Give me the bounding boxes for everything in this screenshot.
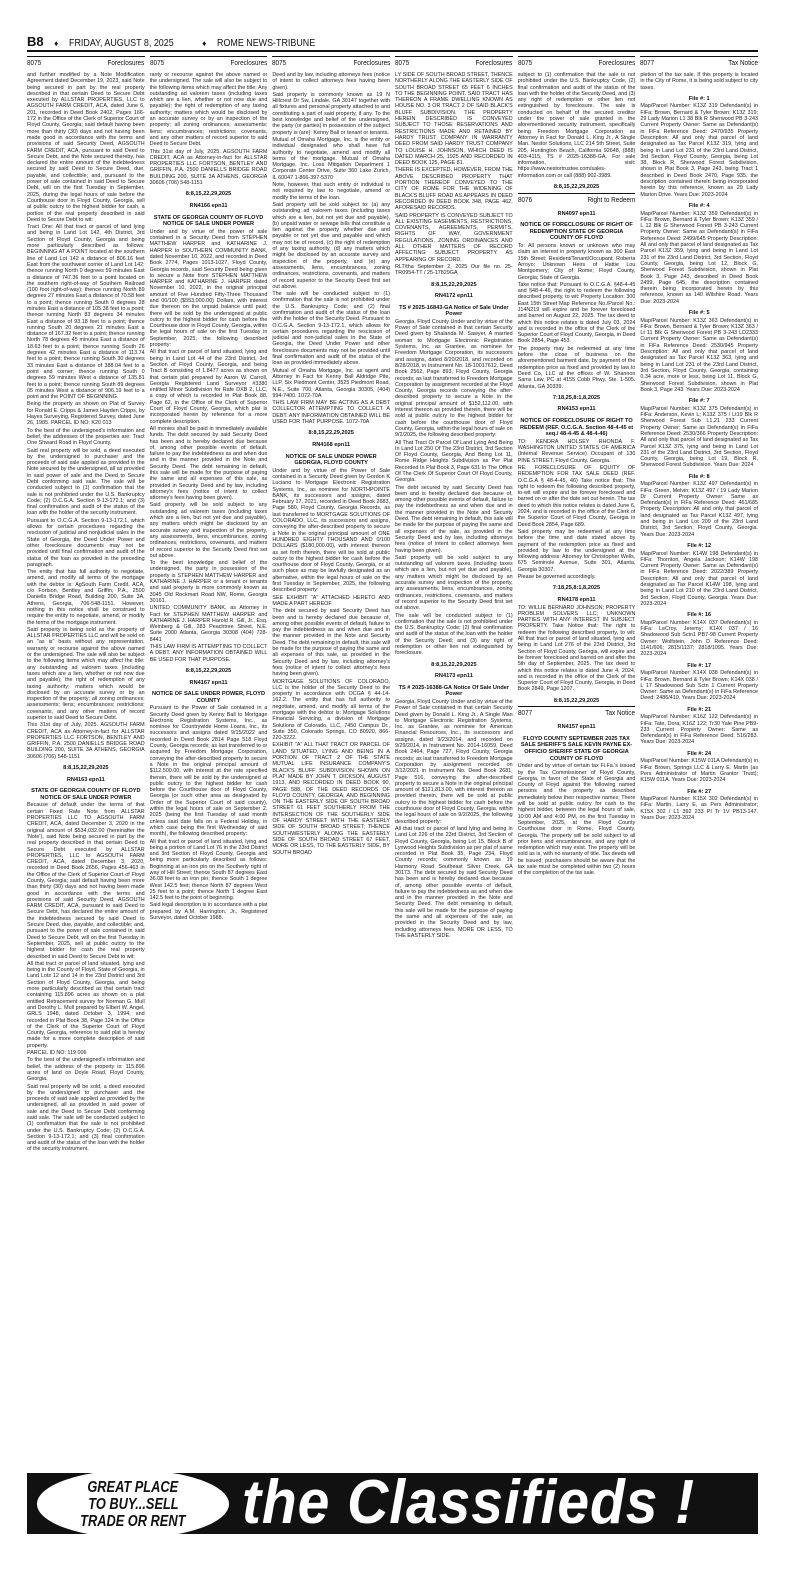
notice-text: LY SIDE OF SOUTH BROAD STREET, THENCE NORTHERLY ALONG THE EASTERLY SIDE OF SOUTH BROAD STREET 65 FEET 6 INCHES TO THE BEGINNING POINT. SAID TRACT HAS THEREON A FRAME DWELLING KNOWN AS HOUSE NO. 3 OR TRACT 2 OF SAID BLACK'S BLUFF SUBDIVISION. THE PROPERTY HEREIN DESCRIBED IS CONVEYED SUBJECT TO THOSE RESERVATIONS AND RESTRICTIONS MADE AND RETAINED BY HARDY TRUST COMPANY IN WARRANTY DEED FROM SAID HARDY TRUST COMPANY TO LOUISE H. JOHNSON, WHICH DEED IS DATED MARCH 25, 1925 AND RECORDED IN DEED BOOK 125, PAGE 81. [395,72,513,167]
section-number: 8075 [27,58,42,67]
notice-text: All that tract or parcel of land situated, lying and being in the County of Floyd, State of Georgia, in Land Lots 12 and 14 in the 23rd District and 3rd Section of Floyd County, Georgia, and being more particularly described as that certain tract containing 115.896 acres as shown on a plat entitled Retracement survey for Norman G. Mull and Dorothy L. Mull prepared by Elbert W. Angel, GRLS 1948, dated October 3, 1994, and recorded in Plat Book 38, Page 124 in the Office of the Clerk of the Superior Court of Floyd County, Georgia, reference to said plat is hereby made for a more complete description of said property. [27,960,145,1049]
notice-text: Said property will be sold subject to any outstanding ad valorem taxes (including taxes which are a lien, but not yet due and payable), any matters which might be disclosed by an accurate survey and inspection of the property, any assessments, liens, encumbrances, zoning ordinances, restrictions, covenants, and matters of record superior to the Security Deed first set out above. [149,502,268,559]
notice-text: TO: KENDRA HOLSEY RHONDA F. WASHINGTON UNITED STATES OF AMERICA (Internal Revenue Service) Occupant of 130 PINE STREET, Floyd County, Georgia. [517,438,636,464]
notice-heading: TS # 2025-16843-GA Notice of Sale Under Power [399,304,509,318]
notice-heading: File #: 24 [687,750,712,757]
notice-heading: 7:18,25,8:1,8,2025 [552,394,601,401]
column-3 [272,54,390,1468]
notice-heading: RN4172 epn11 [434,293,473,300]
notice-text: Map/Parcel Number: K13Z 497 Defendant(s) in FiFa: Green, Melvin; K13Z 497 / 19 Lady Marion Dr Current Property Owner: Same as Defendant(s) in FiFa Reference Deed: 461/685 Property Description: All and only that parcel of land designated as Tax Parcel K13Z 497, lying and being in Land Lot 209 of the 23rd Land District, 3rd Section, Floyd County, Georgia. Years Due: 2023-2024 [640,481,759,538]
notice-text: The property may be redeemed at any time before the close of business on the aforementioned barment date, by payment of the redemption price as fixed and provided by law to Deed Co, LLC at the offices of W. Shannon Sams Law, PC at 4155 Cobb Pkwy, Ste. 1-505, Atlanta, GA 30339. [517,345,636,390]
notice-heading: 8:8,15,22,29,2025 [185,667,232,674]
notice-text: subject to (1) confirmation that the sale is not prohibited under the U.S. Bankruptcy Code, (2) final confirmation and audit of the status of the loan with the holder of the Security Deed, and (3) any right of redemption or other lien not extinguished by foreclosure. The sale is conducted on behalf of the secured creditor under the power of sale granted in the aforementioned security instrument, specifically being Freedom Mortgage Corporation as Attorney in Fact for Donald L. King Jr., A Single Man. Nestor Solutions, LLC 214 5th Street, Suite 205, Huntington Beach, California 92648, (888) 403-4115, TS # 2025-16388-GA. For sale information, visit: https://www.nestortrustee.com/sales-information.com or call (888) 902-3989. [517,72,636,179]
section-label: Foreclosures [353,58,391,67]
notice-text: Said property is being sold as the property of ALLSTAR PROPERTIES LLC and will be sold on an "as is" basis without any representation, warranty or recourse against the above named or the undersigned. The sale will also be subject to the following items which may affect the title: any outstanding ad valorem taxes (including taxes which are a lien, whether or not now due and payable); the right of redemption of any taxing authority; matters which would be disclosed by an accurate survey or by an inspection of the property; all zoning ordinances; assessments; liens; encumbrances; restrictions; covenants, and any other matters of record superior to said Deed to Secure Debt. [27,626,145,721]
notice-heading: NOTICE OF SALE UNDER POWER, FLOYD COUNTY [151,691,266,704]
notice-heading: File #: 8 [688,473,710,480]
notice-text: RLT/tha September 2, 2025 Our file no. 25-TR0954-TT / 25-17829GA [395,263,513,277]
notice-text: Map/Parcel Number: K14X 038 Defendant(s) in FiFa: Brown, Bernard & Tyler Brown; K14X 038 / L 17 Shadowood Sub Sctn 1 Current Property Owner: Same as Defendant(s) in FiFa Reference Deed: 2486/410. Years Due: 2023-2024 [640,670,759,702]
notice-heading: File #: 16 [687,612,712,619]
notice-heading: RN4153 epn11 [557,406,596,413]
page-number: B8 [27,34,44,49]
notice-text: THIS LAW FIRM IS ATTEMPTING TO COLLECT A DEBT. ANY INFORMATION OBTAINED WILL BE USED FOR THAT PURPOSE. [149,644,268,663]
notice-heading: File #: 4 [688,202,710,209]
notice-heading: NOTICE OF FORECLOSURE OF RIGHT TO REDEEM (REF. O.C.G.A. Section 48-4-45 et seq./ 48-4-45 & 48-4-46) [519,418,634,438]
notice-text: Map/Parcel Number: K13Z 319 Defendant(s) in FiFa: Brown, Bernard & Tyler Brown; K13Z 319; 29 Lady Marion L1 38 Blk R Sherwood PB 3-243 Current Property Owner: Same as Defendant(s) in FiFa Reference Deed: 2470/935 Property Description: All and only that parcel of land designated as Tax Parcel K13Z 319, lying and being in Land Lot 231 of the 23rd Land District, 3rd Section, Floyd County, Georgia, being Lot 38, Block R, Sherwood Forest Subdivision, shown in Plat Book 3, Page 243, being Tract 1 described in Deed Book 2470, Page 935, the description contained therein being incorporated herein by this reference, known as 29 Lady Marion Drive. Years Due: 2023-2024 [640,103,759,198]
section-label: Right to Redeem [587,194,636,204]
notice-text: All that tract or parcel of land situated, lying and being in Land Lot 44 of the 23rd District, 3rd Section of Floyd County, Georgia, and being Tract B consisting of 1.8477 acres as shown on that certain plat prepared by Aaron W. Carroll, Georgia Registered Land Surveyor #3380 entitled Minor Subdivision for Rafe DXB 2, LLC, a copy of which is recorded in Plat Book 88, Page 62, in the Office of the Clerk of Superior Court of Floyd County, Georgia, which plat is incorporated herein by reference for a more complete description. [149,349,268,425]
notice-text: Map/Parcel Number: K15W 011A Defendant(s) in FiFa: Brown, Springs LLC & Larry E. Martin (as Pers Administrator of Martin Grantor Trust); K15W 011A. Years Due: 2023-2024 [640,758,759,784]
notice-heading: RN4173 epn11 [434,673,473,680]
notice-heading: File #: 12 [687,542,712,549]
notice-heading: 8:8,15,22,29,2025 [431,661,477,668]
notice-heading: 8:8,15,22,29,2025 [553,697,600,704]
notice-text: To the best of the undersigned's information and belief, the addresses of the properties are: Tract One Shward Road in Floyd County. [27,427,145,447]
column-5 [518,54,636,1468]
notice-text: Mutual of Omaha Mortgage, Inc. is the entity or individual designated who shall have full authority to negotiate, amend and modify all terms of the mortgage. Mutual of Omaha Mortgage, Inc. Loss Mitigation Department 1 Corporate Center Drive, Suite 360 Lake Zurich, IL 60047 1-866-397-5370 [272,136,391,181]
notice-heading: RN4097 epn11 [557,210,596,217]
section-number: 8075 [272,58,287,67]
publication-date: FRIDAY, AUGUST 8, 2025 [68,37,174,49]
notice-heading: STATE OF GEORGIA COUNTY OF FLOYD NOTICE OF SALE UNDER POWER [153,214,264,228]
notice-text: This 31st day of July, 2025. AGSOUTH FARM CREDIT, ACA as Attorney-in-fact for ALLSTAR PROPERTIES LLC FORTSON, BENTLEY AND GRIFFIN, P.A. 2500 DANIELLS BRIDGE ROAD BUILDING 200, SUITE 3A ATHENS, GEORGIA 30606 (706) 548-1151 [27,722,145,760]
notice-text: Being the property as shown on Plat of Survey for Ronald E. Cripps & James Hayden Cripps, by Hayes Surveying, Registered Survey, dated June 26, 1985. PARCEL ID NO: K20 013 [27,401,145,427]
banner-title: the Classifieds ! [242,1473,696,1534]
notice-text: Georgia, Floyd County Under and by virtue of the Power of Sale contained in that certain Security Deed given by Donald L. King Jr., A Single Man to Mortgage Electronic Registration Systems, Inc. as Grantee, as nominee for American Financial Resources, Inc., its successors and assigns, dated 9/23/2014, and recorded on 9/29/2014, in Instrument No. 2014-16059, Deed Book 2464, Page 727, Floyd County, Georgia records; as last transferred to Freedom Mortgage Corporation by assignment recorded on 3/12/2021 in Instrument No. Deed Book 2681, Page 516, conveying the after-described property to secure a Note in the original principal amount of $121,813.00, with interest thereon as provided therein, there will be sold at public outcry to the highest bidder for cash before the courthouse door of Floyd County, Georgia, within the legal hours of sale on 9/2/2025, the following described property: [395,698,513,825]
notice-heading: RN4167 epn11 [189,679,228,686]
notice-text: The sale will be conducted subject to (1) confirmation that the sale is not prohibited under the U.S. Bankruptcy Code; and (2) final confirmation and audit of the status of the loan with the holder of the Security Deed. Pursuant to O.C.G.A. Section 9-13-172.1, which allows for certain procedures regarding the rescission of judicial and non-judicial sales in the State of Georgia, the Deed Under Power and other foreclosure documents may not be provided until final confirmation and audit of the status of the loan as provided immediately above. [272,291,391,367]
notice-heading: TS # 2025-16388-GA Notice Of Sale Under Power [398,684,510,698]
notice-text: Said property will be sold subject to any outstanding ad valorem taxes (including taxes which are a lien, but not yet due and payable), any matters which might be disclosed by an accurate survey and inspection of the property, any assessments, liens, encumbrances, zoning ordinances, restrictions, covenants, and matters of record superior to the Security Deed first set out above. [395,554,513,612]
notice-text: Map/Parcel Number: K14X 037 Defendant(s) in FiFa: LeCroy, Jeremy; K14X 037 / 16 Shadowood Sub Sctn1 PB7-98 Current Property Owner: Wolfstein, John D Reference Deed: 1141/606; 2815/1137; 2818/1095. Years Due: 2023-2024 [640,619,759,658]
notice-heading: RN4178 epn11 [557,596,596,603]
notice-heading: 7:18,25,8:1,8,2025 [552,585,601,592]
notice-heading: RN4163 epn11 [66,776,105,783]
notice-text: SEE EXHIBIT "A" ATTACHED HERETO AND MADE A PART HEREOF [272,594,391,607]
notice-text: THERE IS EXCEPTED, HOWEVER, FROM THE ABOVE DESCRIBED PROPERTY THAT PORTION THEREOF CONVEYED TO THE CITY OF ROME FOR THE WIDENING OF BLACK'S BLUFF ROAD AS APPEARS IN DEED RECORDED IN DEED BOOK 348, PAGE 462, AFORESAID RECORDS. [395,167,513,212]
section-header [150,56,268,69]
notice-heading: STATE OF GEORGIA COUNTY OF FLOYD NOTICE OF SALE UNDER POWER [31,788,141,801]
notice-text: Said property is commonly known as 19 N Hillcrest Dr Sw, Lindale, GA 30147 together with all fixtures and personal property attached to and constituting a part of said property, if any. To the best knowledge and belief of the undersigned, the party (or parties) in possession of the subject property is (are): Kenny Ball or tenant or tenants. [272,91,391,136]
notice-heading: 8:8,15,22,29,2025 [185,191,232,198]
notice-text: Note, however, that such entity or individual is not required by law to negotiate, amend or modify the terms of the loan. [272,182,391,201]
notice-text: Mutual of Omaha Mortgage, Inc. as agent and Attorney in Fact for Kenny Ball Aldridge Pite, LLP, Six Piedmont Center, 3525 Piedmont Road, N.E., Suite 700, Atlanta, Georgia 30305, (404) 994-7400. 1072-70A [272,367,391,399]
section-label: Foreclosures [230,58,268,67]
classifieds-banner [27,1473,758,1534]
notice-text: Map/Parcel Number: K13Z 359 Defendant(s) in FiFa: Brown, Bernard & Tyler Brown; K13Z 359 / L 12 Blk G Sherwood Forest PB 3-243 Current Property Owner: Same as Defendant(s) in FiFa Reference Deed: 2499/645 Property Description: All and only that parcel of land designated as Tax Parcel K13Z 359, lying and being in Land Lot 231 of the 23rd Land District, 3rd Section, Floyd County, Georgia, being Lot 12, Block G, Sherwood Forest Subdivision, shown in Plat Book 3, Page 243, described in Deed Book 2499, Page 645, the description contained therein being incorporated herein by this reference, known as 140 Wilshire Road. Years Due: 2023-2024 [640,210,759,305]
notice-heading: RN4168 epn11 [312,441,351,448]
diamond-icon: ♦ [54,39,59,48]
notice-text: pletion of the tax sale. If this property is located in the City of Rome, it is being sold subject to city taxes. [640,72,759,91]
notice-heading: FLOYD COUNTY SEPTEMBER 2025 TAX SALE SHERIFF'S SALE KEVIN PAYNE EX-OFFICIO SHERIFF STATE OF GEORGIA COUNTY OF FLOYD [520,735,633,762]
classified-columns [27,54,758,1468]
notice-text: Take notice that: Pursuant to O.C.G.A. §48-4-45 and §48-4-46, the right to redeem the following described property, to wit: Property Location: 300 East 15th Street Map Reference No./Parcel No.: J14N219 will expire and be forever foreclosed and barred on August 22, 2025. The tax deed to which this notice relates is dated July 03, 2024 and is recorded in the office of the Clerk of the Superior Court of Floyd County, Georgia, in Deed Book 2854, Page 453. [517,281,636,345]
notice-heading: File #: 17 [687,662,712,669]
notice-text: Pursuant to the Power of Sale contained in a Security Deed given by Kenny Ball to Mortgage Electronic Registration Systems, Inc., as nominee for Countrywide Home Loans, Inc., its successors and assigns dated 9/15/2022 and recorded in Deed Book 2814 Page 518 Floyd County, Georgia records; as last transferred to or acquired by Freedom Mortgage Corporation, conveying the after-described property to secure a Note in the original principal amount of $112,500.00, with interest at the rate specified therein, there will be sold by the undersigned at public outcry to the highest bidder for cash before the Courthouse door of Floyd County, Georgia (or such other area as designated by Order of the Superior Court of said county), within the legal hours of sale on September 2, 2025 (being the first Tuesday of said month unless said date falls on a Federal Holiday, in which case being the first Wednesday of said month), the following described property: [149,705,268,838]
notice-text: The sale will be conducted subject to (1) confirmation that the sale is not prohibited under the U.S. Bankruptcy Code; (2) final confirmation and audit of the status of the loan with the holder of the Security Deed; and (3) any right of redemption or other lien not extinguished by foreclosure. [395,612,513,657]
notice-heading: 8:8,15,22,29,2025 [431,281,477,288]
notice-text: Map/Parcel Number: K16Z 122 Defendant(s) in FiFa: Tate, Dora; K16Z 122; Tr30 Yale Pine PB9-233 Current Property Owner: Same as Defendant(s) in FiFa Reference Deed: 516/283. Years Due: 2023-2024 [640,714,759,746]
notice-text: EXHIBIT "A" ALL THAT TRACT OR PARCEL OF LAND SITUATED, LYING AND BEING IN A PORTION OF TRACT 2 OF THE STATE MUTUAL LIFE INSURANCE COMPANY'S BLACK'S BLUFF SUBDIVISION SHOWN ON PLAT MADE BY JOHN T. DICKSON, AUGUST 1913, AND RECORDED IN DEED BOOK 90, PAGE 588, OF THE DEED RECORDS OF FLOYD COUNTY, GEORGIA, AND BEGINNING ON THE EASTERLY SIDE OF SOUTH BROAD STREET 61 FEET SOUTHERLY FROM THE INTERSECTION OF THE SOUTHERLY SIDE OF HARDY STREET WITH THE EASTERLY SIDE OF SOUTH BROAD STREET; THENCE SOUTHWESTERLY ALONG THE EASTERLY SIDE OF SOUTH BROAD STREET 67 FEET, MORE OR LESS, TO THE EASTERLY SIDE, BY SOUTH BROAD [272,742,391,856]
section-header [640,56,758,69]
notice-text: Tract One: All that tract or parcel of land lying and being in Land Lot 142, 4th District, 3rd Section of Floyd County, Georgia and being more particularly described as follows: BEGINNING AT A POINT located at the southern line of Land Lot 142 a distance of 806.16 feet East from the southwest corner of Land Lot 142; thence running North 0 degrees 59 minutes East a distance of 747.36 feet to a point located on the southern right-of-way of Southern Railroad (100 foot right-of-way); thence running North 89 degrees 27 minutes East a distance of 70.58 feet to a point; thence running South 0 degrees 28 minutes East a distance of 105.38 feet to a point; thence running North 83 degrees 34 minutes East a distance of 93.18 feet to a point; thence running South 20 degrees 21 minutes East a distance of 167.32 feet to a point; thence running North 78 degrees 45 minutes East a distance of 18.63 feet to a point; thence running South 26 degrees 42 minutes East a distance of 113.74 feet to a point; thence running South 30 degrees 33 minutes East a distance of 388.04 feet to a point and corner; thence running South 0 degrees 59 minutes West a distance of 135.81 feet to a point; thence running South 89 degrees 05 minutes West a distance of 906.19 feet to a point and the POINT OF BEGINNING. [27,224,145,401]
notice-text: All That Tract Or Parcel Of Land Lying And Being In Land Lot 250 Of The 23rd District, 3rd Section Of Floyd County, Georgia, And Being Lot 11, Rome Ridge Heights Subdivision as Per Plat Recorded In Plat Book 3, Page 631 In The Office Of The Clerk Of Superior Court Of Floyd County, Georgia. [395,439,513,484]
section-header [518,56,636,69]
section-number: 8075 [517,58,532,67]
notice-text: All that tract or parcel of land situated, lying and being a portion of Land Lot 76 in the 23rd District and 3rd Section of Floyd County, Georgia and being more particularly described as follows: Beginning at an iron pin on the Southerly right of way of Hill Street; thence South 87 degrees East 36.08 feet to an iron pin; thence South 1 degree West 142.5 feet; thence North 87 degrees West 25 feet to a point; thence North 1 degree East 142.5 feet to the point of beginning. [149,838,268,902]
notice-text: Under and by virtue of the Power of Sale contained in a Security Deed given by Gordon K Luciano to Mortgage Electronic Registration Systems, Inc., as nominee for NORTHPOINTE BANK, its successors and assigns, dated February 17, 2021, recorded in Deed Book 2683, Page 580, Floyd County, Georgia Records, as last transferred to MORTGAGE SOLUTIONS OF COLORADO, LLC, its successors and assigns, conveying the after-described property to secure a Note in the original principal amount of ONE HUNDRED EIGHTY THOUSAND AND 0/100 DOLLARS ($180,000.00), with interest thereon as set forth therein, there will be sold at public outcry to the highest bidder for cash before the courthouse door of Floyd County, Georgia, or at such place as may be lawfully designated as an alternative, within the legal hours of sale on the first Tuesday in September, 2025, the following described property: [272,467,391,594]
notice-text: PARCEL ID NO: 119 006 [27,1050,87,1057]
tagline-line: TO BUY...SELL [87,1495,179,1513]
notice-text: The debt secured by said Security Deed has been and is hereby declared due because of, among other possible events of default, failure to pay the indebtedness as and when due and in the manner provided in the Note and Security Deed. The debt remaining in default, this sale will be made for the purpose of paying the same and all expenses of the sale, as provided in the Security Deed and by law, including attorneys fees (notice of intent to collect attorneys fees having been given). [395,484,513,554]
tagline-oval [37,1473,229,1534]
notice-text: Pursuant to O.C.G.A. Section 9-13-172.1, which allows for certain procedures regarding the rescission of judicial and nonjudicial sales in the State of Georgia, the Deed Under Power and other foreclosure documents may not be provided until final confirmation and audit of the status of the loan as provided in the preceding paragraph. [27,517,145,568]
notice-text: Georgia, Floyd County Under and by virtue of the Power of Sale contained in that certain Security Deed given by Shalanda M. Sawyer, A married woman to Mortgage Electronic Registration Systems, Inc. as Grantee, as nominee for Freedom Mortgage Corporation, its successors and assigns, dated 8/20/2018, and recorded on 8/28/2018, in Instrument No. 18-10017612, Deed Book 2562, Page 893, Floyd County, Georgia records; as last transferred to Freedom Mortgage Corporation by assignment recorded at the Floyd County, Georgia records conveying the after-described property to secure a Note in the original principal amount of $152,112.00, with interest thereon as provided therein, there will be sold at public outcry to the highest bidder for cash before the courthouse door of Floyd County, Georgia, within the legal hours of sale on 9/2/2025, the following described property: [395,318,513,439]
section-label: Foreclosures [107,58,145,67]
notice-heading: File #: 1 [688,95,710,102]
column-4 [395,54,513,1468]
notice-text: Please be governed accordingly. [517,574,596,581]
section-number: 8075 [395,58,410,67]
notice-text: Deed and by law, including attorneys fees (notice of intent to collect attorneys fees having been given). [272,72,391,91]
notice-text: Said real property will be sold, a deed executed by the undersigned to purchaser and the proceeds of said sale applied as provided by the undersigned, all as provided in said power of sale and the Deed to Secure Debt conforming said sale. The sale will be conducted subject to (1) confirmation that the sale is not prohibited under the U.S. Bankruptcy Code; (2) O.C.G.A. Section 9-13-172.1; and (3) final confirmation and audit of the status of the loan with the holder of the security instrument. [27,1083,145,1153]
column-2 [150,54,268,1468]
section-number: 8075 [149,58,164,67]
notice-text: Under and by virtue of certain tax Fi.Fa.'s issued by the Tax Commissioner of Floyd County, Georgia, in favor of the State of Georgia and County of Floyd against the following named persons and the property as described immediately below their respective names; There will be sold at public outcry for cash to the highest bidder, between the legal hours of sale, 10:00 AM and 4:00 PM, on the first Tuesday in September, 2025, at the Floyd County Courthouse door in Rome, Floyd County, Georgia. The property will be sold subject to all prior liens and encumbrances, and any right of redemption which may exist. The property will be sold as is, with no warranty of title. Tax deeds will be issued; purchasers should be aware that the tax sale must be completed within two (2) hours of the completion of the tax sale. [517,763,636,877]
notice-text: All monies shall be paid in immediately available funds. The debt secured by said Security Deed has been and is hereby declared due because of, among other possible events of default, failure to pay the indebtedness as and when due and in the manner provided in the Note and Security Deed. The debt remaining in default, this sale will be made for the purpose of paying the same and all expenses of this sale, as provided in Security Deed and by law, including attorney's fees (notice of intent to collect attorney's fees having been given). [149,425,268,502]
notice-heading: RN4157 epn11 [557,724,596,731]
section-label: Foreclosures [598,58,636,67]
notice-heading: File #: 27 [687,788,712,795]
notice-heading: NOTICE OF FORECLOSURE OF RIGHT OF REDEMPTION STATE OF GEORGIA COUNTY OF FLOYD [520,222,633,242]
notice-text: All that tract or parcel of land lying and being in Land Lot 226 of the 23rd District, 3rd Section of Floyd County, Georgia, being Lot 15, Block B of Lynwood Heights Subdivision as per plat of same recorded in Plat Book 35, Page 234, Floyd County records; commonly known as 19 Harmony Road Southeast Silver Creek, GA 30173. The debt secured by said Security Deed has been and is hereby declared due because of, among other possible events of default, failure to pay the indebtedness as and when due and in the manner provided in the Note and Security Deed. The debt remaining in default, this sale will be made for the purpose of paying the same and all expenses of the sale, as provided in the Security Deed and by law, including attorneys fees. MORE OR LESS, TO THE EASTERLY SIDE. [395,825,513,939]
section-number: 8077 [517,708,532,718]
notice-heading: File #: 7 [688,398,710,405]
section-number: 8076 [517,194,532,204]
section-label: Tax Notice [728,58,759,67]
notice-text: Said legal description is in accordance with a plat prepared by A.M. Harrington, Jr., Registered Surveyor, dated October 1988. [149,902,268,922]
tagline-line: TRADE OR RENT [80,1512,186,1530]
notice-text: Map/Parcel Number: K14W 198 Defendant(s) in FiFa: Thornton, Angela Jackson; K14W 198 Current Property Owner: Same as Defendant(s) in FiFa Reference Deed: 2022/389 Property Description: All and only that parcel of land designated as Tax Parcel K14W 198, lying and being in Land Lot 210 of the 23rd Land District, 3rd Section, Floyd County, Georgia. Years Due: 2023-2024 [640,550,759,607]
notice-text: Map/Parcel Number: K15X 302 Defendant(s) in FiFa: Martin, Larry E, as Pers Administrator; K15X 302 / L1 392 233 PI Tr 1V PB13-147. Years Due: 2023-2024 [640,796,759,822]
section-header [395,56,513,69]
notice-heading: 8:8,15,22,29,2025 [63,765,109,772]
diamond-icon: ♦ [202,39,207,48]
section-header [518,193,636,206]
tagline-line: GREAT PLACE [87,1478,179,1496]
notice-text: Said property will be sold subject to: (a) any outstanding ad valorem taxes (including taxes which are a lien, but not yet due and payable), (b) unpaid water or sewage bills that constitute a lien against the property whether due and payable or not yet due and payable and which may not be of record, (c) the right of redemption of any taxing authority, (d) any matters which might be disclosed by an accurate survey and inspection of the property, and (e) any assessments, liens, encumbrances, zoning ordinances, restrictions, covenants, and matters of record superior to the Security Deed first set out above. [272,201,391,290]
column-1 [27,54,145,1468]
section-header [27,56,145,69]
notice-text: Map/Parcel Number: K13Z 375 Defendant(s) in FiFa: Anderson, Kevin L; K13Z 375 / Lt19 Blk R Sherwood Forest Sub L1,21 233 Current Property Owner: Same as Defendant(s) in FiFa Reference Deed: 2530/366 Property Description: All and only that parcel of land designated as Tax Parcel K13Z 375, lying and being in Land Lot 231 of the 23rd Land District, 3rd Section, Floyd County, Georgia, being Lot 19, Block R, Sherwood Forest Subdivision. Years Due: 2024 [640,405,759,469]
notice-heading: 8:8,15,22,29,2025 [308,430,354,437]
section-label: Tax Notice [605,708,636,718]
section-label: Foreclosures [475,58,513,67]
notice-text: RE: FORECLOSURE OF EQUITY OF REDEMPTION FOR TAX SALE DEED (REF. O.C.G.A § 48-4-45, 46) Take notice that: The right to redeem the following described property, to-wit will expire and be forever foreclosed and barred on or after the date set out herein. The tax deed to which this notice relates is dated June 6, 2024, and is recorded in the office of the Clerk of the Superior Court of Floyd County, Georgia in Deed Book 2854, Page 689. [517,465,636,528]
notice-text: The entity that has full authority to negotiate, amend, and modify all terms of the mortgage with the debtor is: AgSouth Farm Credit, ACA, c/o Fortson, Bentley and Griffin, P.A., 2500 Daniells Bridge Road, Building 200, Suite 3A, Athens, Georgia, 706-548-1151. However, nothing in this notice shall be construed to require the entity to negotiate, amend, or modify the terms of the mortgage instrument. [27,569,145,626]
column-6 [640,54,758,1468]
newspaper-name: ROME NEWS-TRIBUNE [216,37,315,49]
notice-text: ranty or recourse against the above named or the undersigned. The sale will also be subject to the following items which may affect the title: Any outstanding ad valorem taxes (including taxes which are a lien, whether or not now due and payable); the right of redemption of any taxing authority; matters which would be disclosed by an accurate survey or by an inspection of the property; all zoning ordinances; assessments; liens; encumbrances; restrictions; covenants, and any other matters of record superior to said Deed to Secure Debt. [149,72,268,148]
notice-heading: File #: 21 [687,706,712,713]
notice-text: Because of default under the terms of that certain Fixed Rate Note from ALLSTAR PROPERTIES LLC TO AGSOUTH FARM CREDIT, ACA, dated December 3, 2020 in the original amount of $534,032.00 (hereinafter the 'Note'), said Note being secured in part by the real property described in that certain Deed to Secure Debt executed by ALLSTAR PROPERTIES, LLC to AGSOUTH FARM CREDIT, ACA, dated December 3, 2020, recorded in Deed Book 2656, Pages 456-463 in the Office of the Clerk of Superior Court of Floyd County, Georgia; said default having been more than thirty (30) days and not having been made good in accordance with the terms and provisions of said Security Deed, AGSOUTH FARM CREDIT, ACA, pursuant to said Deed to Secure Debt, has declared the entire amount of the indebtedness secured by said Deed to Secure Deed, due, payable, and collectible; and, pursuant to the power of sale contained in said Deed to Secure Debt, will on the first Tuesday in September, 2025, sell at public outcry to the highest bidder for cash the real property described in said Deed to Secure Debt to wit: [27,802,145,960]
section-number: 8077 [640,58,655,67]
notice-text: and further modified by a Note Modification Agreement dated December 19, 2023, said Note being secured in part by the real property described in that certain Deed to Secure Debt executed by ALLSTAR PROPERTIES, LLC to AGSOUTH FARM CREDIT, ACA, dated June 6, 201, recorded in Deed Book 2402, Pages 166-172 in the Office of the Clerk of Superior Court of Floyd County, Georgia; said default having been more than thirty (30) days and not having been made good in accordance with the terms and provisions of said Security Deed, AGSOUTH FARM CREDIT, ACA, pursuant to said Deed to Secure Debt, and the Note secured thereby, has declared the entire amount of the indebtedness secured by said Deed to Secure Deed, due, payable, and collectible; and, pursuant to the power of sale contained in said Deed to Secure Debt, will on the first Tuesday in September, 2025, during the legal hours of sale before the Courthouse door in Floyd County, Georgia, sell at public outcry to the highest bidder for cash, a portion of the real property described in said Deed to Secure Debt to wit: [27,72,145,223]
notice-text: To: All persons known or unknown who may claim an interest in property known as 300 East 15th Street; Resident/Tenant/Occupant; Roberta Arroyo; Unknown Heirs of Hattie Lou Montgomery; City of Rome; Floyd County, Georgia; State of Georgia. [517,243,636,281]
section-header [518,706,636,719]
notice-text: MORTGAGE SOLUTIONS OF COLORADO, LLC is the holder of the Security Deed to the property in accordance with OCGA § 44-14-162.2. The entity that has full authority to negotiate, amend, and modify all terms of the mortgage with the debtor is: Mortgage Solutions Financial Servicing, a division of Mortgage Solutions of Colorado, LLC, 7450 Campus Dr., Suite 350, Colorado Springs, CO 80920, 866-220-3222. [272,678,391,742]
notice-text: To the best knowledge and belief of the undersigned, the party in possession of the property is STEPHEN MATTHEW HARPER and KATHARINE J. HARPER or a tenant or tenants and said property is more commonly known as 3045 Old Rockmart Road NW, Rome, Georgia 30161. [149,560,268,604]
notice-heading: 8:8,15,22,29,2025 [553,184,600,191]
notice-text: To the best of the undersigned's information and belief, the address of the property is: 115.896 acres of land on Doyle Road, Floyd County, Georgia. [27,1057,145,1083]
notice-text: THIS LAW FIRM MAY BE ACTING AS A DEBT COLLECTOR ATTEMPTING TO COLLECT A DEBT. ANY INFORMATION OBTAINED WILL BE USED FOR THAT PURPOSE. 1072-70A [272,400,391,426]
header-divider [27,50,758,52]
notice-text: Map/Parcel Number: K13Z 363 Defendant(s) in FiFa: Brown, Bernard & Tyler Brown; K13Z 363 / Lt 11 Blk G Sherwood Forest PB 3-243 LD2333 Current Property Owner: Same as Defendant(s) in FiFa Reference Deed: 2530/945 Property Description: All and only that parcel of land designated as Tax Parcel K13Z 363, lying and being in Land Lot 231 of the 23rd Land District, 3rd Section, Floyd County, Georgia, containing 0.34 acre, more or less, being Lot 11, Block G, Sherwood Forest Subdivision, shown in Plat Book 3, Page 243. Years Due: 2023-2024 [640,317,759,393]
notice-heading: File #: 5 [688,309,710,316]
notice-text: This 31st day of July, 2025. AGSOUTH FARM CREDIT, ACA as Attorney-in-fact for ALLSTAR PROPERTIES LLC FORTSON, BENTLEY AND GRIFFIN, P.A. 2500 DANIELLS BRIDGE ROAD BUILDING 200, SUITE 3A ATHENS, GEORGIA 30606 (706) 548-1151 [149,148,268,187]
notice-heading: RN4166 epn11 [189,202,228,209]
notice-text: TO: WILLIE BERNARD JOHNSON; PROPERTY PROBLEM SOLVERS LLC; UNKNOWN PARTIES WITH ANY INTEREST IN SUBJECT PROPERTY. Take Notice that: The right to redeem the following described property, to wit: All that tract or parcel of land situated, lying and being in Land Lot 276 of the 23rd District, 3rd Section of Floyd County, Georgia, will expire and be forever foreclosed and barred on and after the 5th day of September, 2025. The tax deed to which this notice relates is dated June 4, 2024, and is recorded in the office of the Clerk of the Superior Court of Floyd County, Georgia, in Deed Book 2849, Page 1207. [517,604,636,693]
section-header [272,56,390,69]
notice-text: The debt secured by said Security Deed has been and is hereby declared due because of, among other possible events of default, failure to pay the indebtedness as and when due and in the manner provided in the Note and Security Deed. The debt remaining in default, this sale will be made for the purpose of paying the same and all expenses of this sale, as provided in the Security Deed and by law, including attorney's fees (notice of intent to collect attorney's fees having been given). [272,608,391,678]
notice-text: Said property may be redeemed at any time before the time and date stated above by payment of the redemption price as fixed and provided by law to the undersigned at the following address: Attorney for Christopher Wells, 675 Seminole Avenue, Suite 301, Atlanta, Georgia 30307. [517,528,636,573]
notice-text: UNITED COMMUNITY BANK, as Attorney in Fact for STEPHEN MATTHEW HARPER and KATHARINE J. HARPER Harold R. Gill, Jr., Esq. Weinberg & Gill, 283 Peachtree Street, N.E. Suite 2000 Atlanta, Georgia 30308 (404) 728-8441 [149,605,268,643]
notice-text: Under and by virtue of the power of sale contained in a Security Deed from STEPHEN MATTHEW HARPER and KATHARINE J. HARPER to SOUTHERN COMMUNITY BANK, dated November 10, 2022, and recorded in Deed Book 2774, Pages 1013-1027, Floyd County, Georgia records, said Security Deed being given to secure a Note from STEPHEN MATTHEW HARPER and KATHARINE J. HARPER dated November 10, 2022, in the original principal amount of Five Hundred Fifty-Three Thousand and 00/100 ($553,000.00) Dollars, with interest due thereon on the unpaid balance until paid; there will be sold by the undersigned at public outcry to the highest bidder for cash before the Courthouse door in Floyd County, Georgia, within the legal hours of sale on the first Tuesday in September, 2025, the following described property: [149,228,268,349]
notice-text: Said real property will be sold, a deed executed by the undersigned to purchaser and the proceeds of said sale applied as provided in the Note secured by the undersigned, all as provided in said power of sale and the Deed to Secure Debt conforming said sale. The sale will be conducted subject to (1) confirmation that the sale is not prohibited under the U.S. Bankruptcy Code; (2) O.C.G.A. Section 9-13-172.1; and (3) final confirmation and audit of the status of the loan with the holder of the security instrument. [27,447,145,517]
notice-text: SAID PROPERTY IS CONVEYED SUBJECT TO ALL EXISTING EASEMENTS, RESTRICTIONS, COVENANTS, AGREEMENTS, PERMITS, RIGHTS OF WAY, GOVERNMENT REGULATIONS, ZONING ORDINANCES AND ALL OTHER MATTERS OF RECORD AFFECTING SUBJECT PROPERTY AS APPEARING OF RECORD. [395,212,513,263]
notice-heading: NOTICE OF SALE UNDER POWER GEORGIA, FLOYD COUNTY [285,453,377,467]
masthead [27,33,758,49]
